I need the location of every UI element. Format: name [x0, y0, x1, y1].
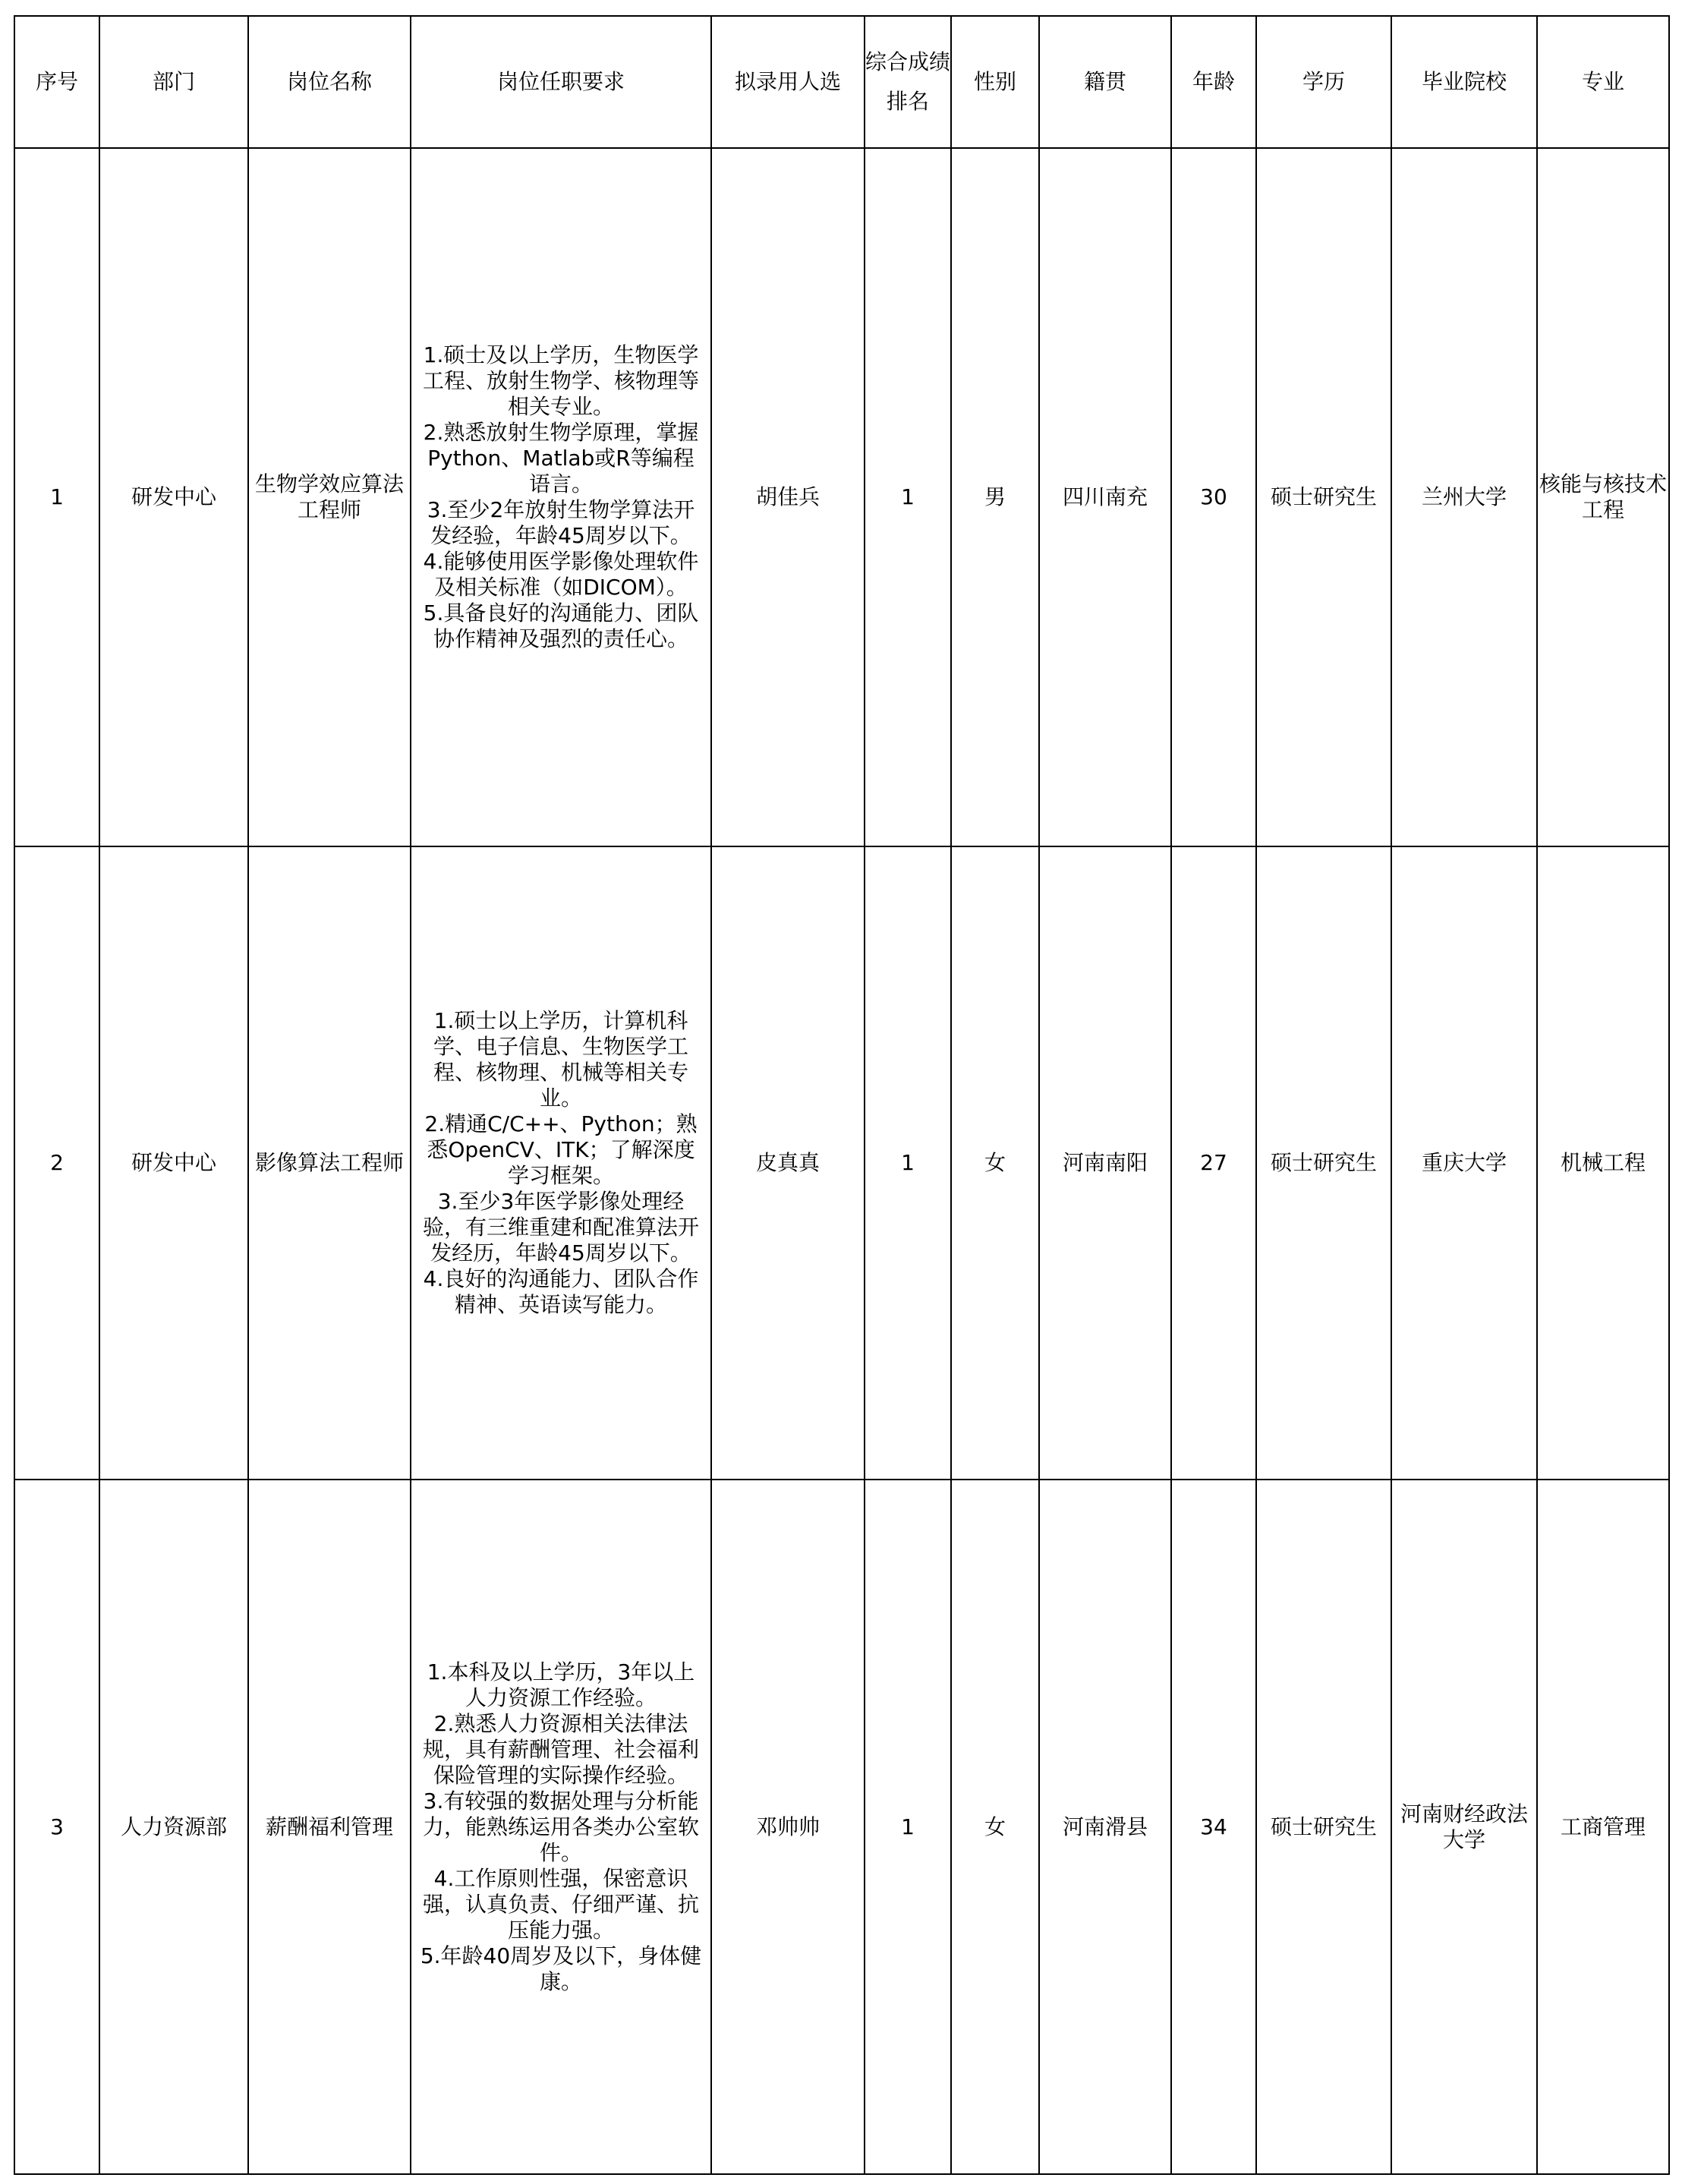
cell-candidate: 皮真真 — [711, 846, 865, 1480]
cell-requirements — [411, 1480, 711, 2174]
requirement-line: 协作精神及强烈的责任心。 — [433, 626, 688, 651]
header-education: 学历 — [1256, 16, 1391, 148]
cell-origin: 河南南阳 — [1039, 846, 1171, 1480]
requirement-line: 及相关标准（如DICOM）。 — [434, 575, 688, 600]
cell-candidate: 胡佳兵 — [711, 148, 865, 846]
requirement-line: 5.具备良好的沟通能力、团队 — [423, 600, 699, 626]
requirement-line: 3.有较强的数据处理与分析能 — [423, 1788, 699, 1814]
header-requirements: 岗位任职要求 — [411, 16, 711, 148]
requirement-line: 5.年龄40周岁及以下，身体健 — [420, 1943, 702, 1968]
header-row — [14, 16, 1669, 148]
requirement-line: 4.良好的沟通能力、团队合作 — [423, 1266, 699, 1291]
requirement-line: 2.熟悉人力资源相关法律法 — [433, 1710, 688, 1736]
requirement-line: 4.能够使用医学影像处理软件 — [423, 549, 699, 574]
requirement-line: 1.硕士以上学历，计算机科 — [433, 1008, 688, 1033]
cell-position: 影像算法工程师 — [248, 846, 411, 1480]
cell-school: 重庆大学 — [1391, 846, 1537, 1480]
cell-gender: 男 — [951, 148, 1039, 846]
requirement-line: 1.硕士及以上学历，生物医学 — [423, 342, 699, 367]
cell-position: 薪酬福利管理 — [248, 1480, 411, 2174]
header-age: 年龄 — [1171, 16, 1256, 148]
header-rank — [865, 16, 951, 148]
cell-dept: 研发中心 — [99, 846, 248, 1480]
requirement-line: 工程、放射生物学、核物理等 — [422, 368, 699, 393]
cell-seq: 2 — [14, 846, 99, 1480]
candidate-table — [14, 15, 1670, 2175]
requirement-line: 人力资源工作经验。 — [465, 1684, 657, 1710]
requirement-line: 发经验，年龄45周岁以下。 — [430, 523, 691, 548]
cell-rank: 1 — [865, 148, 951, 846]
cell-requirements — [411, 148, 711, 846]
table-row — [14, 846, 1669, 1480]
requirement-line: 件。 — [539, 1839, 582, 1865]
requirement-line: 康。 — [539, 1968, 582, 1994]
table-row — [14, 1480, 1669, 2174]
requirement-line: 2.精通C/C++、Python；熟 — [424, 1111, 698, 1136]
cell-major: 机械工程 — [1537, 846, 1669, 1480]
requirement-line: 精神、英语读写能力。 — [454, 1292, 667, 1317]
cell-dept: 研发中心 — [99, 148, 248, 846]
header-position: 岗位名称 — [248, 16, 411, 148]
cell-position: 生物学效应算法工程师 — [248, 148, 411, 846]
header-candidate: 拟录用人选 — [711, 16, 865, 148]
requirement-line: 3.至少3年医学影像处理经 — [437, 1189, 685, 1214]
requirement-line: 强，认真负责、仔细严谨、抗 — [422, 1891, 699, 1917]
cell-education: 硕士研究生 — [1256, 846, 1391, 1480]
cell-age: 34 — [1171, 1480, 1256, 2174]
requirement-line: Python、Matlab或R等编程 — [427, 446, 695, 471]
requirement-line: 压能力强。 — [507, 1917, 614, 1943]
cell-origin: 四川南充 — [1039, 148, 1171, 846]
requirement-line: 语言。 — [528, 471, 593, 496]
cell-seq: 1 — [14, 148, 99, 846]
requirement-line: 力，能熟练运用各类办公室软 — [422, 1814, 699, 1839]
requirement-line: 规，具有薪酬管理、社会福利 — [422, 1736, 699, 1762]
requirement-line: 1.本科及以上学历，3年以上 — [427, 1659, 695, 1684]
requirement-line: 相关专业。 — [507, 394, 614, 419]
requirement-line: 保险管理的实际操作经验。 — [433, 1762, 688, 1788]
requirement-line: 业。 — [539, 1086, 582, 1111]
cell-rank: 1 — [865, 1480, 951, 2174]
requirement-line: 验，有三维重建和配准算法开 — [422, 1215, 699, 1240]
cell-education: 硕士研究生 — [1256, 148, 1391, 846]
requirement-line: 学习框架。 — [507, 1163, 614, 1188]
requirement-line: 程、核物理、机械等相关专 — [433, 1060, 688, 1085]
cell-age: 27 — [1171, 846, 1256, 1480]
header-origin: 籍贯 — [1039, 16, 1171, 148]
header-seq: 序号 — [14, 16, 99, 148]
cell-rank: 1 — [865, 846, 951, 1480]
cell-requirements — [411, 846, 711, 1480]
requirement-line: 发经历，年龄45周岁以下。 — [430, 1240, 691, 1265]
table-row — [14, 148, 1669, 846]
header-school: 毕业院校 — [1391, 16, 1537, 148]
requirement-line: 3.至少2年放射生物学算法开 — [427, 497, 695, 522]
cell-education: 硕士研究生 — [1256, 1480, 1391, 2174]
cell-gender: 女 — [951, 846, 1039, 1480]
cell-origin: 河南滑县 — [1039, 1480, 1171, 2174]
cell-school: 兰州大学 — [1391, 148, 1537, 846]
requirement-line: 学、电子信息、生物医学工 — [433, 1034, 688, 1059]
cell-school: 河南财经政法大学 — [1391, 1480, 1537, 2174]
header-dept: 部门 — [99, 16, 248, 148]
cell-major: 核能与核技术工程 — [1537, 148, 1669, 846]
cell-seq: 3 — [14, 1480, 99, 2174]
cell-age: 30 — [1171, 148, 1256, 846]
header-rank-text: 综合成绩排名 — [865, 49, 951, 114]
requirement-line: 4.工作原则性强，保密意识 — [433, 1865, 688, 1891]
cell-dept: 人力资源部 — [99, 1480, 248, 2174]
header-major: 专业 — [1537, 16, 1669, 148]
header-gender: 性别 — [951, 16, 1039, 148]
requirement-line: 2.熟悉放射生物学原理，掌握 — [423, 420, 699, 445]
cell-major: 工商管理 — [1537, 1480, 1669, 2174]
cell-gender: 女 — [951, 1480, 1039, 2174]
cell-candidate: 邓帅帅 — [711, 1480, 865, 2174]
requirement-line: 悉OpenCV、ITK；了解深度 — [427, 1137, 695, 1162]
